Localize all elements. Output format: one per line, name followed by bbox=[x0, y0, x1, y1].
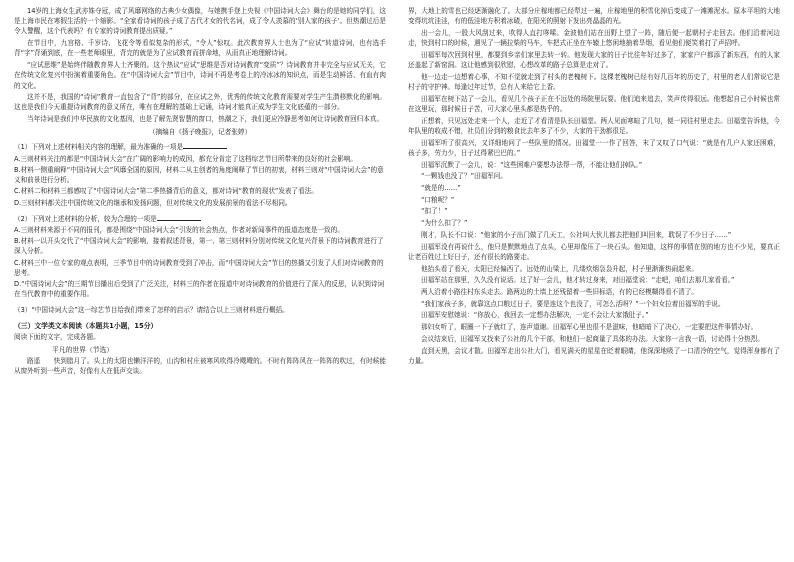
story-paragraph: 田福军沉默了一会儿，说：“这些困难户要想办法帮一帮，不能让他们掉队。” bbox=[421, 160, 643, 169]
passage-paragraph: 当年诗词是我们中华民族的文化基因，也是了解先贤智慧的窗口，热潮之下，我们更应冷静思考如何让诗词教育回归本真。 bbox=[27, 115, 384, 124]
passage-paragraph: 14岁的上海女生武亦姝夺冠，成了风靡网络的古典少女偶像，与她携手登上央视《中国诗词大会》舞台的是她的同学们，这是上海市民在寒假生活的一个缩影。“全家看诗词的孩子成了古代才女的代名词，成了令人羡慕的‘别人家的孩子’。但热潮过后是令人警醒，这个代表吗？有专家的诗词教育提出质疑。” bbox=[14, 7, 386, 36]
dialogue-line: “一颗钱也没了？”田福军问。 bbox=[421, 172, 507, 181]
question-2-stem: （2）下列对上述材料的分析，较为合理的一项是 bbox=[14, 214, 157, 223]
dialogue-line: “扣了！” bbox=[421, 207, 448, 216]
story-paragraph: 他一边走一边想着心事，不知不觉就走到了村头的老槐树下。这棵老槐树已经有好几百年的历史了，村里的老人们常说它是村子的守护神。每逢过年过节，总有人来给它上香。 bbox=[408, 72, 780, 92]
section-heading: （三）文学类文本阅读（本题共1小题，15分） bbox=[14, 321, 158, 330]
question-1-stem: （1）下列对上述材料相关内容的理解，最为准确的一项是 bbox=[14, 143, 184, 152]
story-paragraph: 田福军听了很高兴，又详细地问了一些队里的情况。田福堂一一作了回答，末了又叹了口气说：“就是有几户人家还困难，孩子多，劳力少，日子过得紧巴巴的。” bbox=[408, 138, 780, 157]
option-b: B.材料一侧重阐释“中国诗词大会”风靡全国的原因，材料二从主创者的角度阐释了节目的初衷，材料三则对“中国诗词大会”的意义和前景进行分析。 bbox=[14, 165, 384, 185]
story-paragraph: 他抬头看了看天，太阳已经偏西了。远处的山梁上，几缕炊烟袅袅升起，村子里渐渐热闹起来。 bbox=[421, 264, 698, 273]
story-paragraph: 田福军在树下站了一会儿，看见几个孩子正在不远处的场院里玩耍。他们追来追去，笑声传得很远。他想起自己小时候也常在这里玩，那时候日子苦，可大家心里头都是热乎的。 bbox=[408, 94, 780, 113]
story-paragraph: 界，大地上的雪也已经逐渐融化了。大部分庄稼地都已经犁过一遍，庄稼地里的积雪化掉后变成了一滩滩泥水。原本平坦的大地变得坑坑洼洼，有的低洼地方积着冰碴，在阳光的照射下发出亮晶晶的光。 bbox=[408, 7, 780, 26]
story-first-paragraph: 路遥 快到腊月了。头上的太阳也懒洋洋的，山沟和村庄被寒风吹得冷飕飕的。不时有阵阵风在一阵阵的吹过，有时候能从窗外听到一些声音，好像有人在低声交谈。 bbox=[14, 356, 386, 376]
story-paragraph: 会议结束后，田福军又找来了公社的几个干部，和他们一起商量了具体的办法。大家你一言我一语，讨论得十分热烈。 bbox=[421, 334, 764, 343]
answer-blank bbox=[157, 214, 201, 221]
question-3: （3）“中国诗词大会”这一综艺节目给我们带来了怎样的启示？请结合以上三则材料进行概括。 bbox=[14, 306, 289, 315]
story-paragraph: 田福军没有再说什么，他只是默默地点了点头，心里却像压了一块石头。他知道，这样的事情在别的地方也不少见，要真正让老百姓过上好日子，还有很长的路要走。 bbox=[408, 242, 780, 261]
option-d: D.“中国诗词大会”的三期节目播出后受到了广泛关注，材料三的作者在报道中对诗词教育的价值进行了深入的反思，认识到诗词在当代教育中的重要作用。 bbox=[14, 280, 385, 299]
story-title: 平凡的世界（节选） bbox=[52, 345, 114, 354]
question-2 bbox=[14, 214, 386, 224]
left-column bbox=[14, 6, 386, 558]
option-c: C.材料二和材料三都感叹了“中国诗词大会”第二季热播背后的意义，都对诗词“教育的现状”发表了看法。 bbox=[14, 187, 318, 196]
story-instruction: 阅读下面的文字，完成各题。 bbox=[14, 332, 100, 341]
option-a: A.三则材料来源于不同的报刊，都是围绕“中国诗词大会”引发的社会热点，作者对新闻事件的报道态度是一致的。 bbox=[14, 225, 344, 234]
option-c: C.材料三中一位专家的观点表明，三季节目中的诗词教育受到了冲击，而“中国诗词大会”节目的热播又引发了人们对诗词教育的思考。 bbox=[14, 258, 384, 277]
passage-paragraph: 在节目中，九宫格、千岁诗、飞花令等看似复杂的形式，“令人”惊叹。此次教育界人士也为了“应试”转道诗词，也有选手背“字”背诵到底，在一些老师眼里，背完的就是为了应试教育而拼命地，从而真正地理解诗词。 bbox=[14, 39, 386, 58]
option-a: A.三则材料关注的都是“中国诗词大会”在广阔的影响力的成因，都充分肯定了这档综艺节目所带来的良好的社会影响。 bbox=[14, 154, 358, 163]
passage-paragraph: 这并不是，我国的“诗词”教育一直包含了“背”的部分，在应试之外，优秀的传统文化教育需要对学生产生潜移默化的影响。这也是我们今天重提诗词教育的意义所在，唯有在理解的基础上记诵，诗词才能真正成为学生文化底蕴的一部分。 bbox=[14, 93, 386, 112]
story-paragraph: 出一会儿，一股大风刮过来，吹得人直打哆嗦。金波他们站在田野上望了一阵，随后便一起朝村子走回去。他们沿着河边走，快到村口的时候，遇见了一辆拉柴的马车，车把式正坐在车辕上悠闲地抽着旱烟，看见他们便笑着打了声招呼。 bbox=[408, 28, 780, 48]
source-citation: （摘编自《扬子晚报》，记者张婷） bbox=[148, 128, 252, 137]
story-paragraph: 刚才，队长不口说：“他家的小子出门做了几天工，公社叫大伙儿都去把他们叫回来，耽误了不少日子……” bbox=[421, 230, 732, 239]
story-paragraph: 直到天黑，会议才散。田福军走出公社大门，看见满天的星星在眨着眼睛，他深深地吸了一口清冷的空气，觉得浑身都有了力量。 bbox=[408, 346, 780, 365]
answer-blank bbox=[183, 142, 227, 149]
question-1 bbox=[14, 142, 386, 152]
dialogue-line: “为什么扣了？” bbox=[421, 219, 468, 228]
right-column bbox=[408, 6, 780, 558]
option-d: D.三则材料都关注中国传统文化的继承和发扬问题，但对传统文化的发展前景的看法不尽相同。 bbox=[14, 198, 292, 207]
story-paragraph: 两人沿着小路往村东头走去。路两边的土墙上还残留着一些旧标语，有的已经模糊得看不清了。 bbox=[421, 287, 698, 296]
story-paragraph: 田福军安慰她说：“你放心，我回去一定想办法解决，一定不会让大家饿肚子。” bbox=[421, 311, 649, 320]
story-paragraph: 田福军每次回到村里，都要到乡亲们家里去转一转。他发现大家的日子比往年好过多了，家家户户都添了新东西，有的人家还盖起了新窑洞。这让他感到很欣慰，心想改革的路子总算是走对了。 bbox=[408, 50, 780, 70]
dialogue-line: “就是的……” bbox=[421, 184, 461, 192]
story-paragraph: 正想着，只见远处走来一个人，走近了才看清是队长田福堂。两人见面寒暄了几句，便一同往村里走去。田福堂告诉他，今年队里的收成不错，社员们分到的粮食比去年多了不少，大家的干劲都很足。 bbox=[408, 116, 780, 135]
story-paragraph: “我们家孩子多，就靠这点口粮过日子，要是连这个也没了，可怎么活呀？”一个妇女拉着田福军的手说。 bbox=[421, 299, 725, 308]
story-paragraph: 那妇女听了，眼圈一下子就红了，连声道谢。田福军心里也很不是滋味，他暗暗下了决心，一定要把这件事情办好。 bbox=[421, 323, 758, 332]
story-paragraph: 田福军站在那里，久久没有说话。过了好一会儿，他才转过身来，对田福堂说：“走吧，咱们去那几家看看。” bbox=[421, 276, 735, 285]
option-b: B.材料一以开头交代了“中国诗词大会”的影响，接着叙述背景，第一、第三则材料分别对传统文化复兴背景下的诗词教育进行了深入分析。 bbox=[14, 237, 384, 256]
dialogue-line: “口粮呢？” bbox=[421, 195, 455, 204]
passage-paragraph: “应试思维”是始终伴随教育界人士齐聚的。这个热议“应试”思维是否对诗词教育“变质”？诗词教育并非完全与应试无关，它在传统文化复兴中扮演着重要角色。在“中国诗词大会”节目中，诗词不再是考卷上的冷冰冰的知识点，而是生动鲜活、有血有肉的文化。 bbox=[14, 61, 386, 90]
